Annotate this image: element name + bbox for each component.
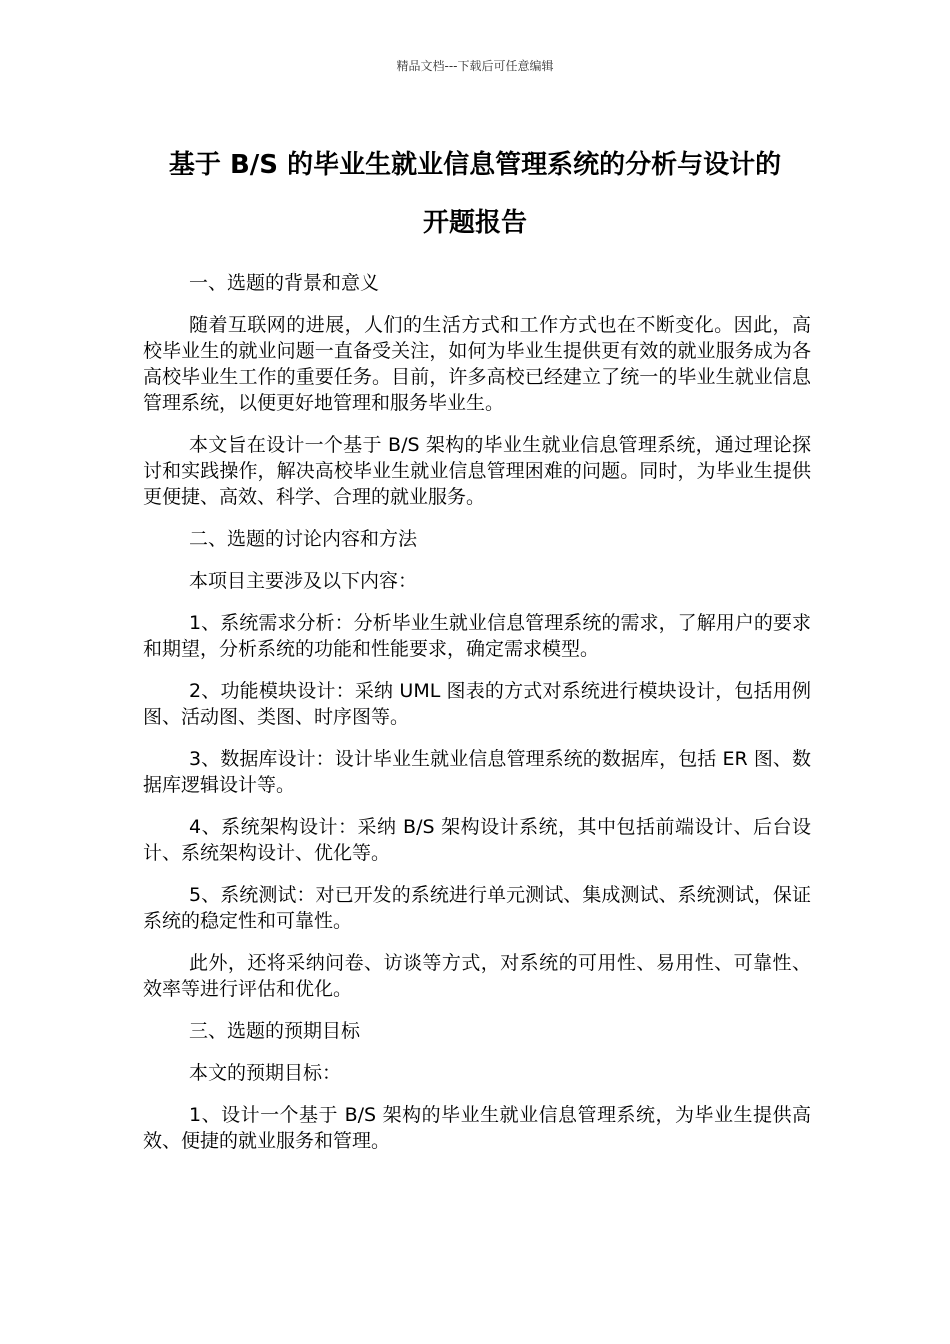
document-title [140,136,810,252]
title-line-2: 开题报告 [422,208,527,238]
section-heading-content-methods: 二、选题的讨论内容和方法 [189,528,418,550]
list-item-module-design: 2、功能模块设计：采纳 UML 图表的方式对系统进行模块设计，包括用例图、活动图、类图、时序图等。 [143,680,811,728]
section-heading-goals: 三、选题的预期目标 [189,1020,361,1042]
list-item-requirements-analysis: 1、系统需求分析：分析毕业生就业信息管理系统的需求，了解用户的要求和期望，分析系统的功能和性能要求，确定需求模型。 [143,612,811,660]
list-item-goal-1: 1、设计一个基于 B/S 架构的毕业生就业信息管理系统，为毕业生提供高效、便捷的就业服务和管理。 [143,1104,811,1152]
paragraph-content-intro: 本项目主要涉及以下内容： [189,570,418,592]
document-body [143,270,811,1170]
paragraph-background-1: 随着互联网的进展，人们的生活方式和工作方式也在不断变化。因此，高校毕业生的就业问题一直备受关注，如何为毕业生提供更有效的就业服务成为各高校毕业生工作的重要任务。目前，许多高校已经建立了统一的毕业生就业信息管理系统，以便更好地管理和服务毕业生。 [143,314,811,414]
paragraph-evaluation: 此外，还将采纳问卷、访谈等方式，对系统的可用性、易用性、可靠性、效率等进行评估和优化。 [143,952,811,1000]
list-item-system-testing: 5、系统测试：对已开发的系统进行单元测试、集成测试、系统测试，保证系统的稳定性和可靠性。 [143,884,811,932]
paragraph-background-2: 本文旨在设计一个基于 B/S 架构的毕业生就业信息管理系统，通过理论探讨和实践操作，解决高校毕业生就业信息管理困难的问题。同时，为毕业生提供更便捷、高效、科学、合理的就业服务。 [143,434,811,508]
section-heading-background: 一、选题的背景和意义 [189,272,380,294]
list-item-database-design: 3、数据库设计：设计毕业生就业信息管理系统的数据库，包括 ER 图、数据库逻辑设计等。 [143,748,811,796]
paragraph-goals-intro: 本文的预期目标： [189,1062,342,1084]
list-item-architecture-design: 4、系统架构设计：采纳 B/S 架构设计系统，其中包括前端设计、后台设计、系统架构设计、优化等。 [143,816,811,864]
header-note: 精品文档---下载后可任意编辑 [396,59,554,73]
title-line-1: 基于 B/S 的毕业生就业信息管理系统的分析与设计的 [168,150,782,180]
